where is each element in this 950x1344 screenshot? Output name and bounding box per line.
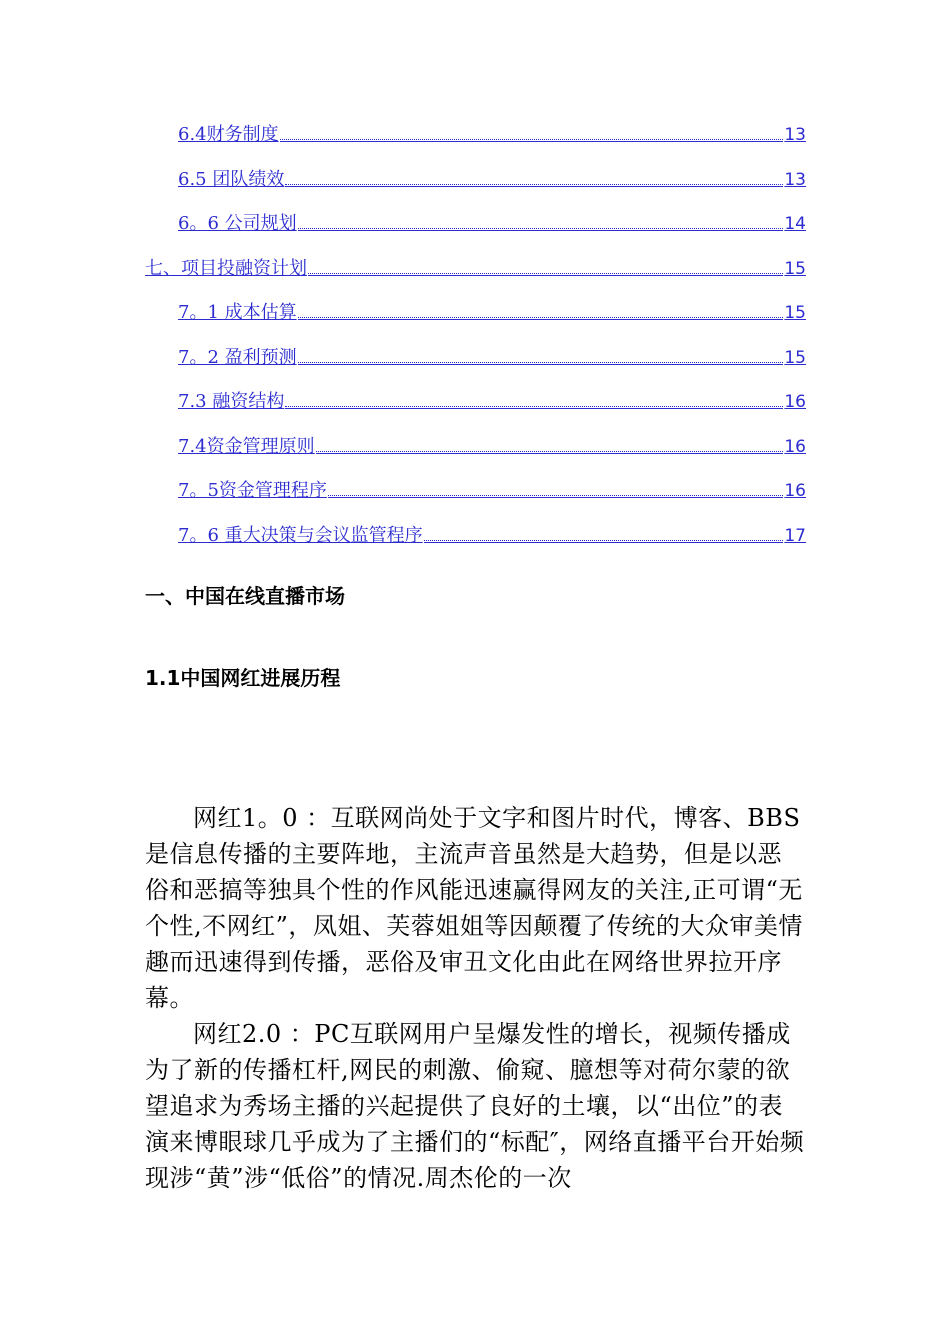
paragraph: 网红2.0 ：PC互联网用户呈爆发性的增长，视频传播成为了新的传播杠杆,网民的刺激、偷窥、臆想等对荷尔蒙的欲望追求为秀场主播的兴起提供了良好的土壤，以“出位”的表演来博眼球几乎成为了主播们的“标配″，网络直播平台开始频现涉“黄”涉“低俗”的情况.周杰伦的一次 [145, 1020, 805, 1192]
toc-dot-leader [285, 168, 783, 185]
toc-entry-page: 15 [784, 303, 806, 323]
toc-entry[interactable] [178, 343, 806, 373]
paragraph: 网红1。0 ：互联网尚处于文字和图片时代，博客、BBS是信息传播的主要阵地，主流声音虽然是大趋势，但是以恶俗和恶搞等独具个性的作风能迅速赢得网友的关注,正可谓“无个性,不网红”，凤姐、芙蓉姐姐等因颠覆了传统的大众审美情趣而迅速得到传播，恶俗及审丑文化由此在网络世界拉开序幕。 [145, 804, 803, 1012]
toc-entry[interactable] [178, 209, 806, 239]
toc-entry-label: 7.3 融资结构 [178, 391, 285, 412]
toc-entry-page: 16 [784, 392, 806, 412]
toc-dot-leader [298, 212, 784, 229]
toc-entry-label: 6.4财务制度 [178, 124, 279, 145]
toc-dot-leader [308, 257, 783, 274]
toc-entry-label: 7。6 重大决策与会议监管程序 [178, 525, 423, 546]
toc-entry-page: 16 [784, 481, 806, 501]
toc-entry-label: 6.5 团队绩效 [178, 169, 285, 190]
toc-entry[interactable] [178, 387, 806, 417]
section-heading: 一、中国在线直播市场 [145, 584, 345, 608]
toc-dot-leader [328, 479, 783, 496]
toc-dot-leader [424, 524, 784, 541]
toc-dot-leader [285, 390, 783, 407]
toc-entry-label: 七、项目投融资计划 [145, 258, 307, 279]
toc-entry[interactable] [178, 165, 806, 195]
toc-entry-page: 13 [784, 170, 806, 190]
toc-entry-page: 15 [784, 259, 806, 279]
toc-entry-page: 16 [784, 437, 806, 457]
toc-entry[interactable] [178, 521, 806, 551]
toc-entry[interactable] [178, 476, 806, 506]
toc-dot-leader [280, 123, 784, 140]
toc-dot-leader [316, 435, 784, 452]
body-text [145, 800, 805, 1196]
toc-entry[interactable] [145, 254, 806, 284]
toc-entry[interactable] [178, 298, 806, 328]
toc-entry-page: 15 [784, 348, 806, 368]
toc-entry-label: 6。6 公司规划 [178, 213, 297, 234]
toc-entry-page: 14 [784, 214, 806, 234]
toc-entry-page: 17 [784, 526, 806, 546]
toc-entry-label: 7。5资金管理程序 [178, 480, 327, 501]
toc-entry-label: 7。1 成本估算 [178, 302, 297, 323]
toc-entry[interactable] [178, 432, 806, 462]
toc-entry-label: 7.4资金管理原则 [178, 436, 315, 457]
subsection-heading: 1.1中国网红进展历程 [145, 666, 341, 690]
toc-dot-leader [298, 346, 784, 363]
toc-entry-label: 7。2 盈利预测 [178, 347, 297, 368]
toc-entry[interactable] [178, 120, 806, 150]
toc-entry-page: 13 [784, 125, 806, 145]
toc-dot-leader [298, 301, 784, 318]
